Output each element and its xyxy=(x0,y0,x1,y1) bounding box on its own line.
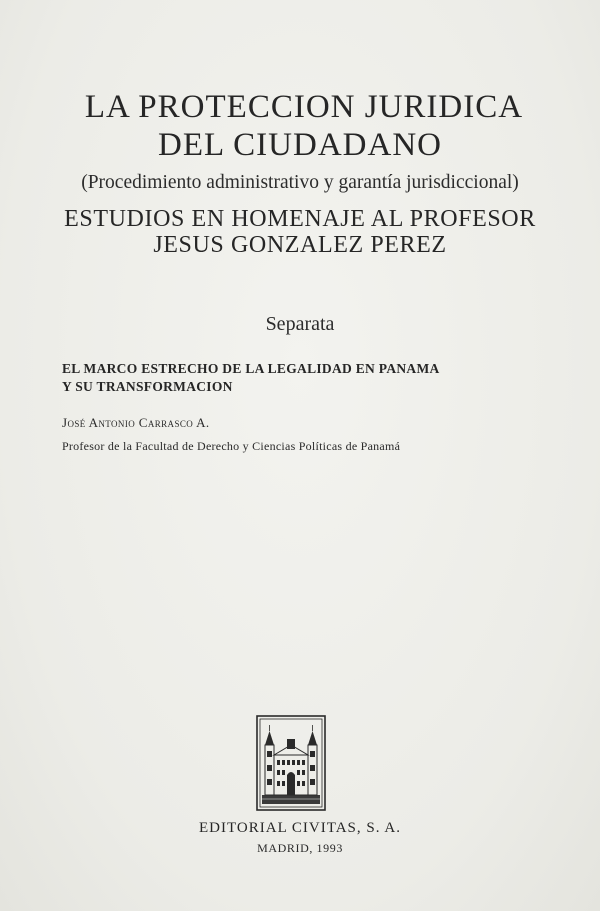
homenaje-line-1: ESTUDIOS EN HOMENAJE AL PROFESOR xyxy=(64,206,536,232)
publisher-city-year: MADRID, 1993 xyxy=(257,841,343,855)
article-title-line-2: Y SU TRANSFORMACION xyxy=(62,379,233,394)
article-title-line-1: EL MARCO ESTRECHO DE LA LEGALIDAD EN PANAMA xyxy=(62,361,440,376)
publisher-logo-icon xyxy=(256,715,326,811)
author-name: José Antonio Carrasco A. xyxy=(62,415,210,430)
homenaje-line-2: JESUS GONZALEZ PEREZ xyxy=(153,232,447,258)
book-title-line-1: LA PROTECCION JURIDICA xyxy=(84,89,524,125)
author-affiliation: Profesor de la Facultad de Derecho y Ciencias Políticas de Panamá xyxy=(62,439,401,453)
book-title-line-2: DEL CIUDADANO xyxy=(158,127,442,163)
separata-label: Separata xyxy=(265,313,335,335)
publisher-name: EDITORIAL CIVITAS, S. A. xyxy=(199,820,401,836)
book-subtitle: (Procedimiento administrativo y garantía jurisdiccional) xyxy=(81,172,519,193)
